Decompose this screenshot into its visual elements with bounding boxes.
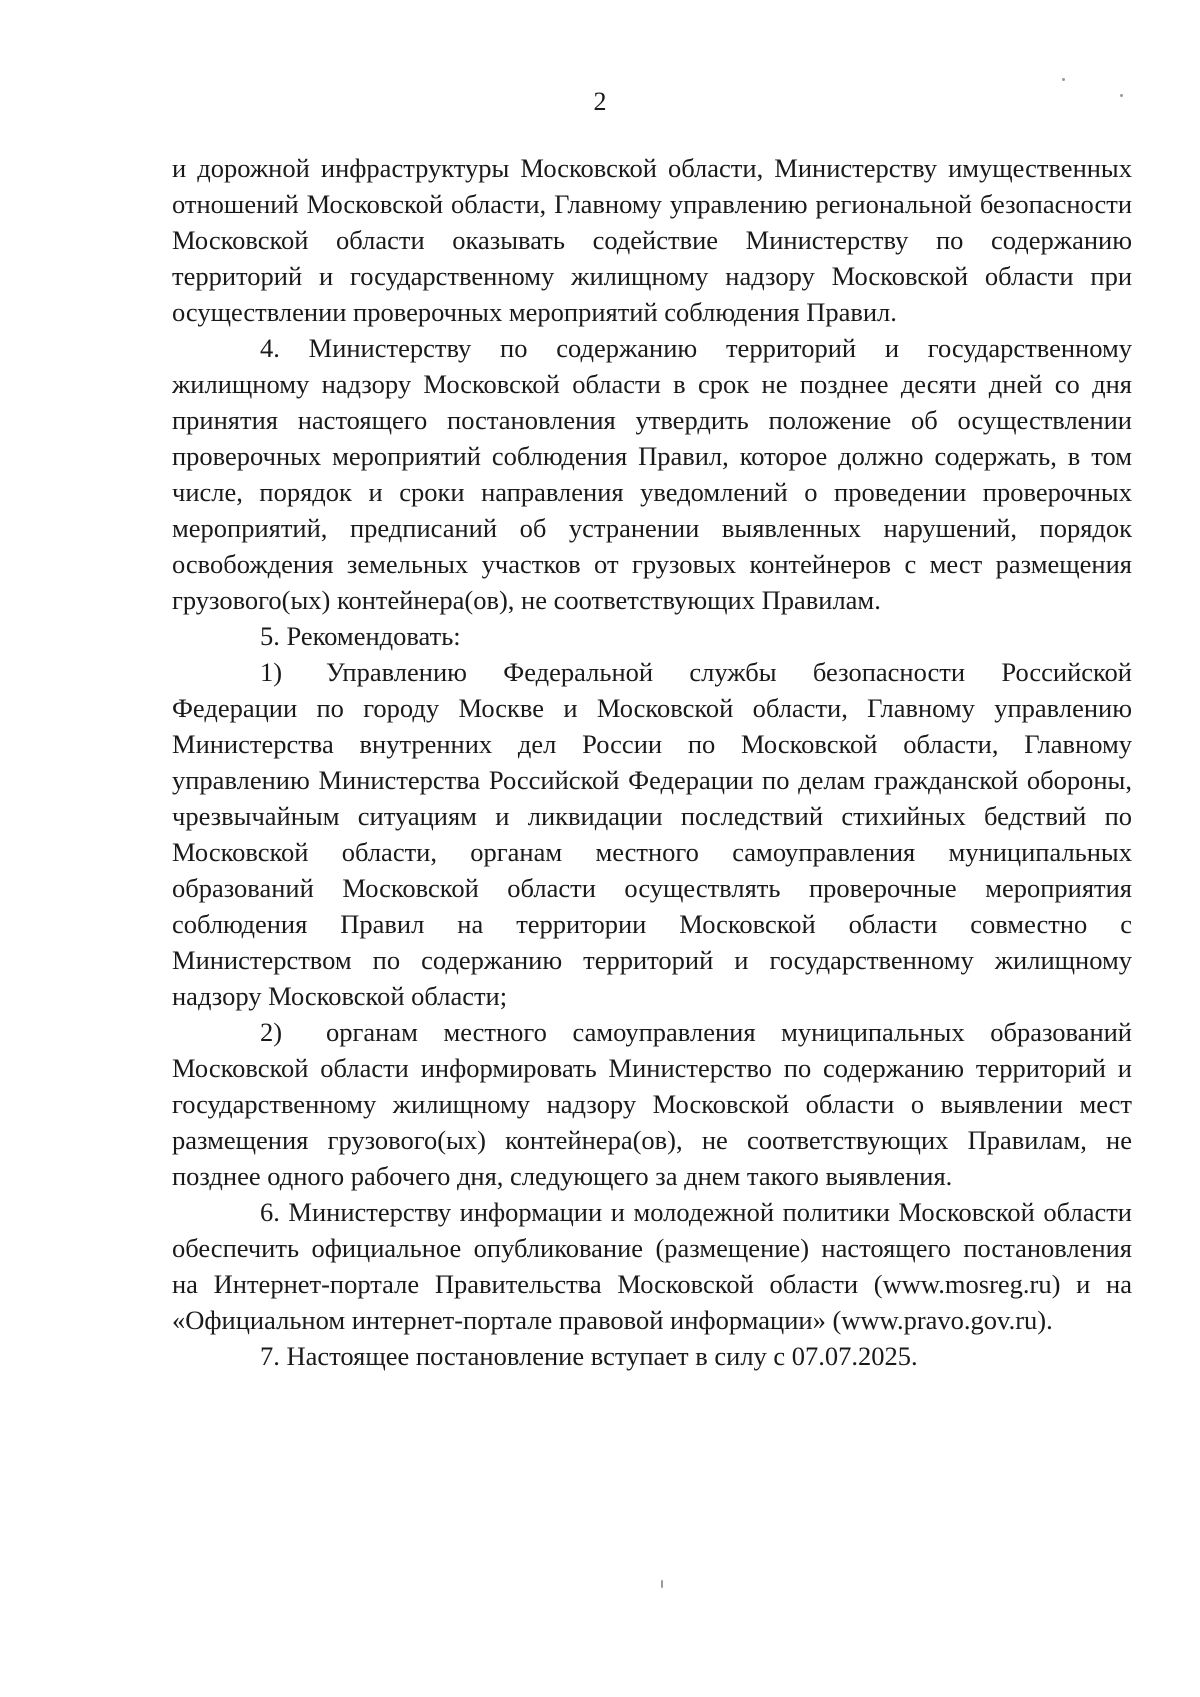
paragraph-5 [172,618,1132,654]
paragraph-text: и дорожной инфраструктуры Московской области, Министерству имущественных отношений Московской области, Главному управлению региональной безопасности Московской области оказывать содействие Министерству по содержанию территорий и государственному жилищному надзору Московской области при осуществлении проверочных мероприятий соблюдения Правил. [172,153,1132,327]
paragraph-4 [172,330,1132,618]
scan-speck [1120,94,1123,97]
paragraph-text: 5. Рекомендовать: [260,621,461,651]
subitem-number: 1) [260,657,283,687]
subitem-1 [172,654,1132,1014]
document-body [172,150,1132,1374]
subitem-text: органам местного самоуправления муниципальных образований Московской области информировать Министерство по содержанию территорий и государственному жилищному надзору Московской области о выявлении мест размещения грузового(ых) контейнера(ов), не соответствующих Правилам, не позднее одного рабочего дня, следующего за днем такого выявления. [172,1017,1132,1191]
subitem-text: Управлению Федеральной службы безопасности Российской Федерации по городу Москве и Московской области, Главному управлению Министерства внутренних дел России по Московской области, Главному управлению Министерства Российской Федерации по делам гражданской обороны, чрезвычайным ситуациям и ликвидации последствий стихийных бедствий по Московской области, органам местного самоуправления муниципальных образований Московской области осуществлять проверочные мероприятия соблюдения Правил на территории Московской области совместно с Министерством по содержанию территорий и государственному жилищному надзору Московской области; [172,657,1132,1011]
paragraph-3-continuation [172,150,1132,330]
paragraph-6 [172,1194,1132,1338]
paragraph-7 [172,1338,1132,1374]
page-number: 2 [593,87,607,116]
scan-speck [661,1580,663,1588]
paragraph-text: 6. Министерству информации и молодежной политики Московской области обеспечить официальное опубликование (размещение) настоящего постановления на Интернет-портале Правительства Московской области (www.mosreg.ru) и на «Официальном интернет-портале правовой информации» (www.pravo.gov.ru). [172,1197,1132,1335]
subitem-number: 2) [260,1017,283,1047]
scan-speck [1062,78,1065,81]
subitem-2 [172,1014,1132,1194]
paragraph-text: 7. Настоящее постановление вступает в силу с 07.07.2025. [260,1341,918,1371]
paragraph-text: 4. Министерству по содержанию территорий и государственному жилищному надзору Московской области в срок не позднее десяти дней со дня принятия настоящего постановления утвердить положение об осуществлении проверочных мероприятий соблюдения Правил, которое должно содержать, в том числе, порядок и сроки направления уведомлений о проведении проверочных мероприятий, предписаний об устранении выявленных нарушений, порядок освобождения земельных участков от грузовых контейнеров с мест размещения грузового(ых) контейнера(ов), не соответствующих Правилам. [172,333,1132,615]
